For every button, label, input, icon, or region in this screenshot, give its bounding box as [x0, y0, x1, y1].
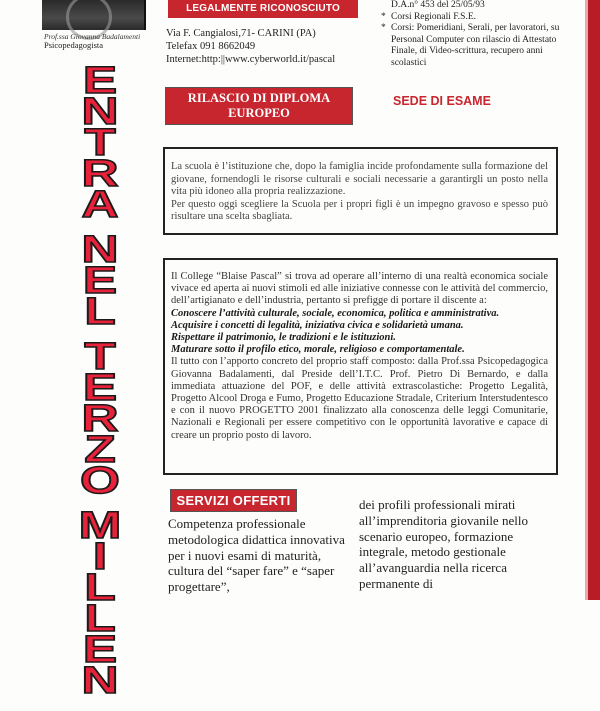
title-letter: T — [84, 336, 116, 378]
info-row — [381, 0, 561, 12]
sede-esame-label: SEDE DI ESAME — [393, 94, 491, 108]
diploma-line: EUROPEO — [228, 106, 290, 120]
title-letter: O — [80, 460, 120, 502]
title-letter: N — [81, 660, 119, 702]
title-letter: L — [84, 567, 116, 609]
vertical-title — [50, 60, 150, 711]
address-line: Via F. Cangialosi,71- CARINI (PA) — [166, 28, 316, 39]
info-row — [381, 12, 561, 24]
title-letter: L — [84, 598, 116, 640]
goal-item: Acquisire i concetti di legalità, iniziativa civica e solidarietà umana. — [171, 319, 464, 331]
info-text: Corsi: Pomeridiani, Serali, per lavoratori, su Personal Computer con rilascio di Attestato Finale, di Video-scrittura, recupero anni scolastici — [391, 23, 560, 68]
prof-title: Psicopedagogista — [44, 40, 104, 50]
goal-item: Rispettare il patrimonio, le tradizioni e le istituzioni. — [171, 332, 396, 344]
title-letter: E — [82, 260, 118, 302]
intro-paragraph: Per questo oggi scegliere la Scuola per i propri figli è un impegno gravoso e spesso può risultare una scelta sbagliata. — [171, 198, 548, 222]
info-text: D.A.n° 453 del 25/05/93 — [391, 0, 485, 10]
bullet-star: * — [381, 11, 386, 22]
title-word — [50, 505, 150, 702]
title-letter: A — [81, 184, 119, 226]
title-letter: Z — [84, 429, 116, 471]
info-row — [381, 23, 561, 69]
legal-banner: LEGALMENTE RICONOSCIUTO — [168, 0, 358, 18]
bullet-star — [381, 0, 391, 12]
title-letter: E — [82, 629, 118, 671]
goal-item: Maturare sotto il profilo etico, morale, religioso e comportamentale. — [171, 344, 465, 356]
diploma-banner — [165, 87, 353, 125]
title-letter: N — [81, 91, 119, 133]
title-letter: M — [78, 505, 122, 547]
title-letter: I — [92, 536, 108, 578]
info-text: Corsi Regionali F.S.E. — [391, 11, 477, 22]
goal-item: Conoscere l’attività culturale, sociale, economica, politica e amministrativa. — [171, 307, 500, 319]
telefax-line: Telefax 091 8662049 — [166, 41, 256, 52]
title-letter: R — [81, 398, 119, 440]
accreditation-info — [381, 0, 561, 69]
portrait-photo — [42, 0, 146, 30]
servizi-text-right: dei profili professionali mirati all’imprenditoria giovanile nello scenario europeo, formazione integrale, metodo gestionale all’avanguardia nella ricerca permanente di — [359, 497, 528, 591]
title-letter: L — [84, 291, 116, 333]
servizi-heading: SERVIZI OFFERTI — [170, 489, 297, 512]
intro-paragraph: La scuola è l’istituzione che, dopo la famiglia incide profondamente sulla formazione del giovane, fornendogli le risorse culturali e sociali necessarie a garantirgli un posto nella vita più idoneo alla propria realizzazione. — [171, 161, 548, 197]
title-letter: T — [84, 122, 116, 164]
bullet-star: * — [381, 23, 386, 33]
title-letter: E — [82, 60, 118, 102]
address-block — [166, 27, 335, 66]
title-letter: N — [81, 229, 119, 271]
intro-box — [163, 147, 558, 235]
title-word — [50, 336, 150, 502]
servizi-text-left: Competenza professionale metodologica didattica innovativa per i nuovi esami di maturità, cultura del “saper fare” e “saper progettare”, — [168, 516, 345, 595]
prof-name: Prof.ssa Giovanna Badalamenti — [44, 32, 141, 41]
website-link[interactable]: Internet:http:||www.cyberworld.it/pascal — [166, 54, 336, 65]
title-word — [50, 229, 150, 333]
diploma-line: RILASCIO DI DIPLOMA — [187, 91, 331, 105]
college-closing: Il tutto con l’apporto concreto del proprio staff composto: dalla Prof.ssa Psicopedagogica Giovanna Badalamenti, dal Preside dell’I.T.C. Prof. Pietro Di Bernardo, e dalla immediata attuazione del POF, e delle attività extrascolastiche: Progetto Legalità, Progetto Alcool Droga e Fumo, Progetto Educazione Stradale, Criterium Interstudentesco e con il nuovo PROGETTO 2001 finalizzato alla conoscenza delle leggi Comunitarie, Nazionali e Regionali per essere competitivo con le opportunità lavorative e capace di creare un proprio posto di lavoro. — [171, 356, 548, 441]
title-word — [50, 60, 150, 226]
title-letter: E — [82, 367, 118, 409]
college-intro: Il College “Blaise Pascal” si trova ad operare all’interno di una realtà economica sociale vivace ed aperta ai nuovi stimoli ed alle iniziative connesse con le attività del commercio, dell’artigianato e dell’industria, pertanto si prefigge di portare il discente a: — [171, 271, 548, 307]
title-letter: R — [81, 153, 119, 195]
college-box — [163, 258, 558, 475]
page-edge-stripe — [588, 0, 600, 600]
